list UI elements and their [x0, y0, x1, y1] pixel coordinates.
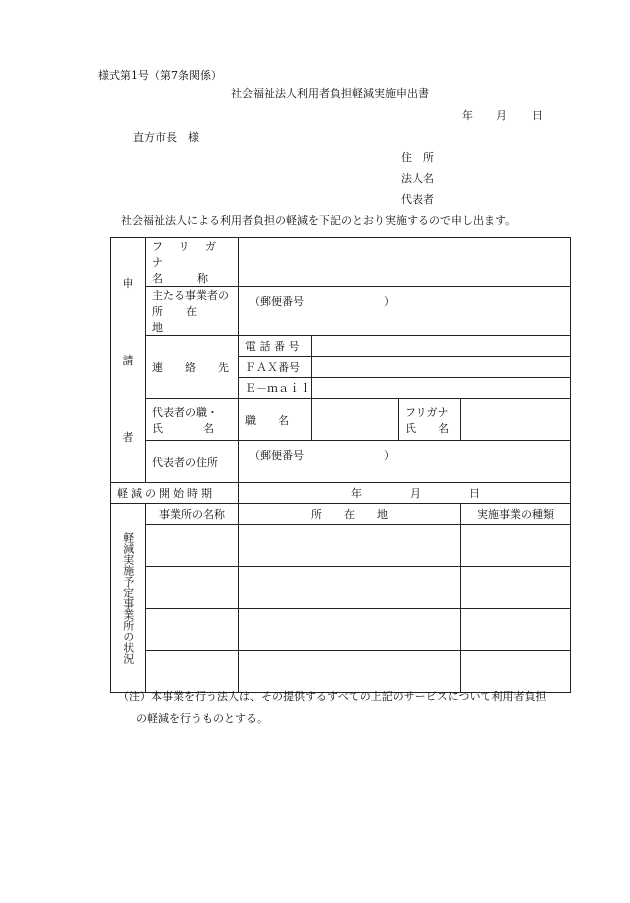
position-input[interactable] — [312, 399, 399, 441]
rep-postal-prefix: （郵便番号 — [249, 449, 304, 462]
date-day-label: 日 — [532, 109, 543, 122]
applicant-char-1: 申 — [122, 277, 134, 291]
email-input[interactable] — [312, 378, 571, 399]
rep-address-input[interactable] — [239, 441, 571, 483]
rep-title-label-cell — [146, 399, 239, 441]
date-month-label: 月 — [496, 109, 507, 122]
facility-row-3-service[interactable] — [461, 609, 571, 651]
rep-name-label-cell — [399, 399, 461, 441]
rep-furigana-label: フリガナ — [405, 405, 449, 419]
applicant-side-label — [111, 238, 146, 483]
note-line-1: （注）本事業を行う法人は、その提供するすべての上記のサービスについて利用者負担 — [118, 690, 547, 703]
facility-row-2-location[interactable] — [239, 567, 461, 609]
rep-title-line1: 代表者の職・ — [152, 405, 218, 419]
start-month: 月 — [410, 487, 421, 500]
rep-title-line2: 氏 名 — [152, 421, 220, 435]
intro-text: 社会福祉法人による利用者負担の軽減を下記のとおり実施するので申し出ます。 — [121, 214, 517, 227]
col-office-name: 事業所の名称 — [146, 504, 239, 525]
facility-row-1-location[interactable] — [239, 525, 461, 567]
col-service-type: 実施事業の種類 — [461, 504, 571, 525]
facility-row-1-name[interactable] — [146, 525, 239, 567]
col-location: 所 在 地 — [239, 504, 461, 525]
office-label-line1: 主たる事業者の — [152, 289, 229, 302]
office-address-input[interactable] — [239, 287, 571, 336]
facility-row-2-service[interactable] — [461, 567, 571, 609]
name-input[interactable] — [239, 238, 571, 287]
office-label-line2: 所 在 地 — [152, 305, 220, 334]
application-form-table — [110, 237, 571, 693]
applicant-char-2: 請 — [122, 353, 134, 367]
addressee: 直方市長 様 — [133, 131, 199, 144]
applicant-char-3: 者 — [122, 430, 134, 444]
position-label: 職 名 — [245, 413, 289, 427]
furigana-label: フ リ ガ ナ — [152, 240, 222, 269]
position-label-cell — [239, 399, 312, 441]
contact-label: 連 絡 先 — [146, 336, 239, 399]
facility-side-label: 軽減実施予定事業所の状況 — [111, 504, 146, 693]
name-label: 名 称 — [152, 272, 212, 285]
start-year: 年 — [351, 487, 362, 500]
facility-row-2-name[interactable] — [146, 567, 239, 609]
office-address-label-cell — [146, 287, 239, 336]
postal-prefix: （郵便番号 — [249, 295, 304, 308]
address-label: 住 所 — [401, 151, 434, 164]
fax-label: ＦＡＸ番号 — [239, 357, 312, 378]
facility-row-4-location[interactable] — [239, 651, 461, 693]
form-number: 様式第1号（第7条関係） — [98, 69, 222, 82]
representative-label: 代表者 — [401, 193, 434, 206]
email-label: Ｅ－ｍａｉｌ — [239, 378, 312, 399]
name-label-cell — [146, 238, 239, 287]
postal-suffix: ） — [384, 295, 395, 308]
start-day: 日 — [469, 487, 480, 500]
facility-row-1-service[interactable] — [461, 525, 571, 567]
rep-address-label-cell — [146, 441, 239, 483]
facility-row-4-name[interactable] — [146, 651, 239, 693]
facility-row-3-location[interactable] — [239, 609, 461, 651]
phone-label: 電 話 番 号 — [239, 336, 312, 357]
facility-row-4-service[interactable] — [461, 651, 571, 693]
phone-input[interactable] — [312, 336, 571, 357]
start-date-input[interactable] — [239, 483, 571, 504]
note-line-2: の軽減を行うものとする。 — [136, 712, 268, 725]
rep-name-label: 氏 名 — [405, 421, 449, 435]
rep-name-input[interactable] — [461, 399, 571, 441]
date-year-label: 年 — [462, 109, 473, 122]
start-label-cell — [111, 483, 239, 504]
fax-input[interactable] — [312, 357, 571, 378]
rep-postal-suffix: ） — [384, 449, 395, 462]
rep-address-label: 代表者の住所 — [152, 455, 218, 469]
facility-row-3-name[interactable] — [146, 609, 239, 651]
start-label: 軽減の開始時期 — [117, 487, 215, 500]
corp-name-label: 法人名 — [401, 172, 434, 185]
document-title: 社会福祉法人利用者負担軽減実施申出書 — [231, 87, 429, 100]
